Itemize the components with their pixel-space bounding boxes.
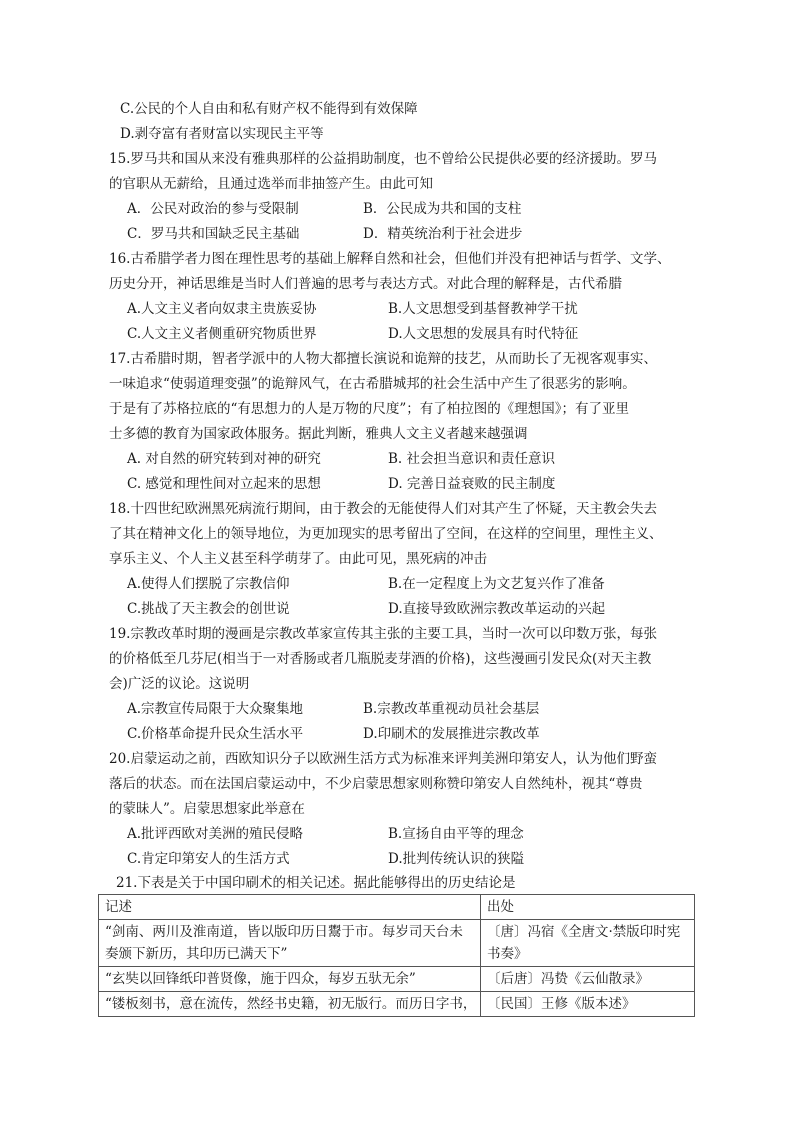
q15-stem-line-2: 的官职从无薪给，且通过选举而非抽签产生。由此可知: [109, 176, 433, 192]
q19-option-c: C.价格革命提升民众生活水平: [127, 726, 304, 742]
q16-option-a: A.人文主义者向奴隶主贵族妥协: [127, 301, 317, 317]
table-cell-record: “镂板刻书，意在流传，然经书史籍，初无版行。而历日字书，: [99, 992, 481, 1017]
q16-option-b: B.人文思想受到基督教神学干扰: [388, 301, 578, 317]
q19-stem-line-2: 的价格低至几芬尼(相当于一对香肠或者几瓶脱麦芽酒的价格)，这些漫画引发民众(对天主教: [109, 651, 652, 667]
q17-option-b: B. 社会担当意识和责任意识: [388, 451, 556, 467]
q19-option-a: A.宗教宣传局限于大众聚集地: [127, 701, 304, 717]
q17-stem-line-1: 17.古希腊时期，智者学派中的人物大都擅长演说和诡辩的技艺，从而助长了无视客观事实、: [109, 351, 657, 367]
q18-option-d: D.直接导致欧洲宗教改革运动的兴起: [388, 601, 606, 617]
q15-stem-line-1: 15.罗马共和国从来没有雅典那样的公益捐助制度，也不曾给公民提供必要的经济援助。罗马: [109, 151, 657, 167]
q17-option-c: C. 感觉和理性间对立起来的思想: [127, 476, 321, 492]
q14-option-d: D.剥夺富有者财富以实现民主平等: [120, 126, 324, 142]
q16-stem-line-2: 历史分开，神话思维是当时人们普遍的思考与表达方式。对此合理的解释是，古代希腊: [109, 276, 622, 292]
table-header-row: [99, 895, 695, 920]
table-row: [99, 992, 695, 1017]
q17-stem-line-3: 于是有了苏格拉底的“有思想力的人是万物的尺度”；有了柏拉图的《理想国》；有了亚里: [109, 401, 630, 417]
table-row: [99, 920, 695, 967]
q16-stem-line-1: 16.古希腊学者力图在理性思考的基础上解释自然和社会，但他们并没有把神话与哲学、文学、: [109, 251, 671, 267]
q20-stem-line-1: 20.启蒙运动之前，西欧知识分子以欧洲生活方式为标准来评判美洲印第安人，认为他们野蛮: [109, 751, 657, 767]
q20-option-b: B.宣扬自由平等的理念: [388, 826, 524, 842]
table-header-source: 出处: [481, 895, 695, 920]
q18-option-c: C.挑战了天主教会的创世说: [127, 601, 290, 617]
q15-option-c: C．罗马共和国缺乏民主基础: [127, 226, 300, 242]
q18-option-b: B.在一定程度上为文艺复兴作了准备: [388, 576, 605, 592]
table-cell-source: 〔民国〕王修《版本述》: [481, 992, 695, 1017]
q20-option-c: C.肯定印第安人的生活方式: [127, 851, 290, 867]
q15-option-d: D．精英统治利于社会进步: [363, 226, 523, 242]
q18-stem-line-3: 享乐主义、个人主义甚至科学萌芽了。由此可见，黑死病的冲击: [109, 551, 487, 567]
q17-stem-line-2: 一味追求“使弱道理变强”的诡辩风气，在古希腊城邦的社会生活中产生了很恶劣的影响。: [109, 376, 636, 392]
table-cell-record: “玄奘以回锋纸印普贤像，施于四众，每岁五驮无余”: [99, 967, 481, 992]
q19-stem-line-3: 会)广泛的议论。这说明: [109, 676, 250, 692]
q20-option-d: D.批判传统认识的狭隘: [388, 851, 525, 867]
q19-option-b: B.宗教改革重视动员社会基层: [363, 701, 540, 717]
q17-stem-line-4: 士多德的教育为国家政体服务。据此判断，雅典人文主义者越来越强调: [109, 426, 528, 442]
q18-stem-line-2: 了其在精神文化上的领导地位，为更加现实的思考留出了空间，在这样的空间里，理性主义、: [109, 526, 663, 542]
q16-option-c: C.人文主义者侧重研究物质世界: [127, 326, 317, 342]
q21-stem: 21.下表是关于中国印刷术的相关记述。据此能够得出的历史结论是: [116, 875, 516, 891]
q16-option-d: D.人文思想的发展具有时代特征: [388, 326, 579, 342]
q18-stem-line-1: 18.十四世纪欧洲黑死病流行期间，由于教会的无能使得人们对其产生了怀疑，天主教会失去: [109, 501, 657, 517]
q17-option-a: A. 对自然的研究转到对神的研究: [127, 451, 321, 467]
q20-option-a: A.批评西欧对美洲的殖民侵略: [127, 826, 304, 842]
q15-option-b: B．公民成为共和国的支柱: [363, 201, 522, 217]
table-cell-source: 〔唐〕冯宿《全唐文·禁版印时宪书奏》: [481, 920, 695, 967]
table-header-record: 记述: [99, 895, 481, 920]
q17-option-d: D. 完善日益衰败的民主制度: [388, 476, 556, 492]
q20-stem-line-2: 落后的状态。而在法国启蒙运动中，不少启蒙思想家则称赞印第安人自然纯朴，视其“尊贵: [109, 776, 643, 792]
printing-records-table: [98, 894, 695, 1017]
q18-option-a: A.使得人们摆脱了宗教信仰: [127, 576, 290, 592]
q14-option-c: C.公民的个人自由和私有财产权不能得到有效保障: [120, 101, 418, 117]
q19-option-d: D.印刷术的发展推进宗教改革: [363, 726, 540, 742]
q19-stem-line-1: 19.宗教改革时期的漫画是宗教改革家宣传其主张的主要工具，当时一次可以印数万张，每张: [109, 626, 657, 642]
table-cell-source: 〔后唐〕冯贽《云仙散录》: [481, 967, 695, 992]
table-cell-record: “剑南、两川及淮南道，皆以版印历日鬻于市。每岁司天台未奏颁下新历，其印历已满天下”: [99, 920, 481, 967]
table-row: [99, 967, 695, 992]
q15-option-a: A．公民对政治的参与受限制: [127, 201, 299, 217]
q20-stem-line-3: 的蒙昧人”。启蒙思想家此举意在: [109, 801, 305, 817]
